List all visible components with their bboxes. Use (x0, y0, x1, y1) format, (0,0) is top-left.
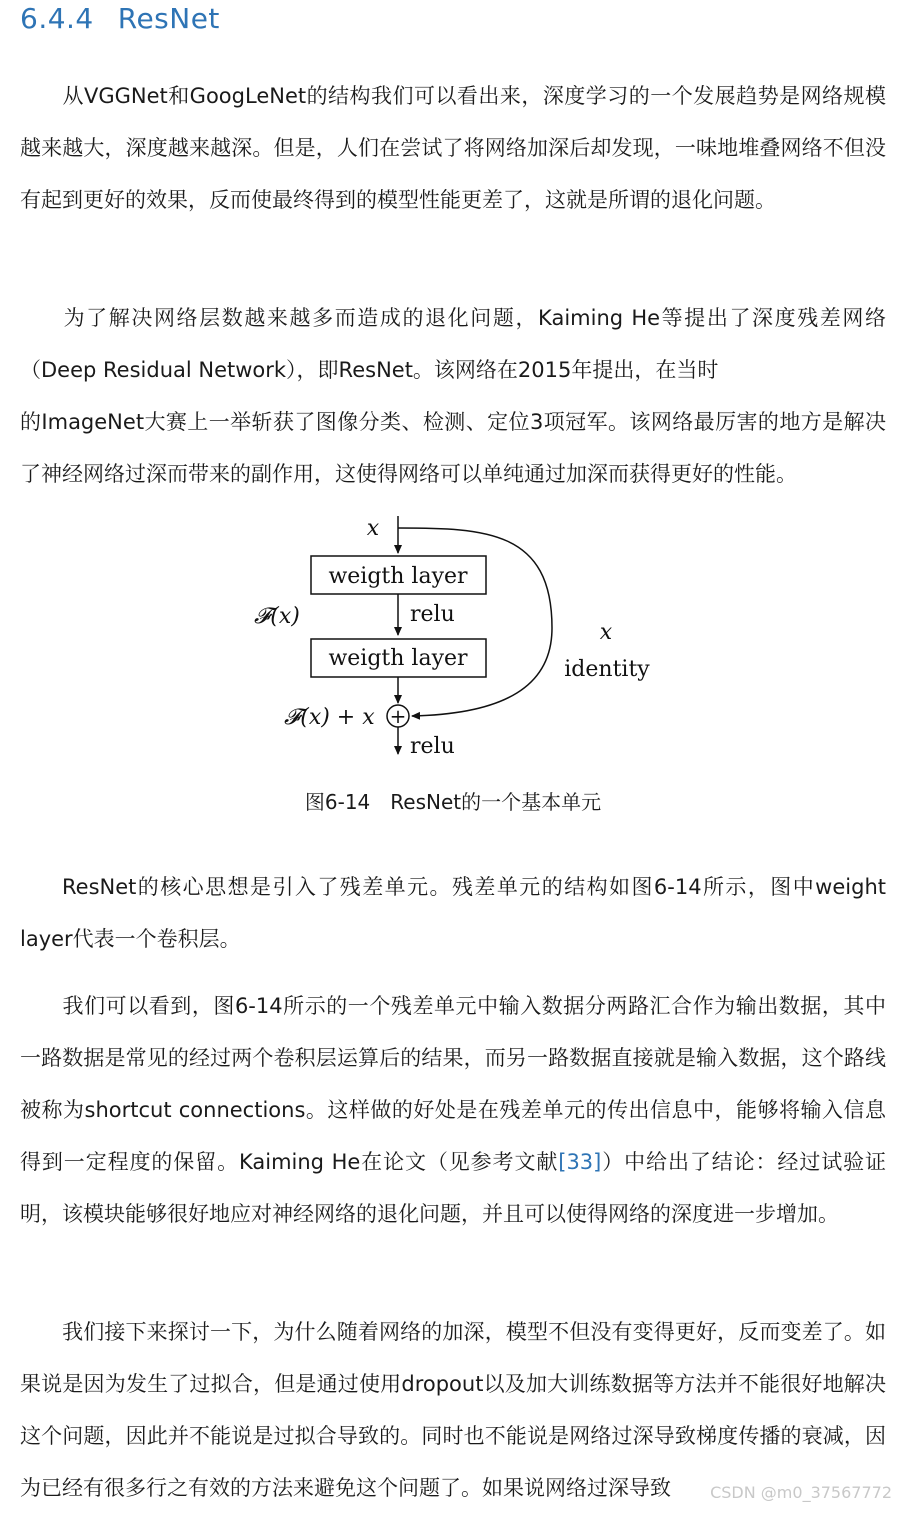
paragraph-4 (20, 980, 886, 1240)
paragraph-3 (20, 861, 886, 965)
figure-number: 图6-14 (304, 790, 371, 814)
paragraph-2b (20, 396, 886, 500)
relu-out-label: relu (410, 734, 455, 759)
paragraph-1 (20, 70, 886, 226)
paragraph-3-text: ResNet的核心思想是引入了残差单元。残差单元的结构如图6-14所示，图中weight layer代表一个卷积层。 (20, 875, 886, 951)
watermark: CSDN @m0_37567772 (710, 1483, 892, 1502)
relu-mid-label: relu (410, 602, 455, 627)
paragraph-2a-text: 为了解决网络层数越来越多而造成的退化问题，Kaiming He等提出了深度残差网络（Deep Residual Network），即ResNet。该网络在2015年提出，在当时 (20, 306, 886, 382)
fx-label: 𝓕(x) (254, 604, 300, 629)
paragraph-2b-text: 的ImageNet大赛上一举斩获了图像分类、检测、定位3项冠军。该网络最厉害的地方是解决了神经网络过深而带来的副作用，这使得网络可以单纯通过加深而获得更好的性能。 (20, 410, 886, 486)
input-x-label: x (366, 516, 380, 541)
resnet-residual-unit-diagram (240, 508, 670, 768)
skip-x-label: x (599, 620, 613, 645)
paragraph-1-text: 从VGGNet和GoogLeNet的结构我们可以看出来，深度学习的一个发展趋势是网络规模越来越大，深度越来越深。但是，人们在尝试了将网络加深后却发现，一味地堆叠网络不但没有起到更好的效果，反而使最终得到的模型性能更差了，这就是所谓的退化问题。 (20, 84, 886, 212)
weight-layer-2-label: weigth layer (328, 646, 468, 671)
paragraph-4-text-a: 我们可以看到，图6-14所示的一个残差单元中输入数据分两路汇合作为输出数据，其中一路数据是常见的经过两个卷积层运算后的结果，而另一路数据直接就是输入数据，这个路线被称为shortcut connections。这样做的好处是在残差单元的传出信息中，能够将输入信息得到一定程度的保留。Kaiming He在论文（见参考文献 (20, 994, 886, 1174)
paragraph-4-text-b: ）中给出了结论：经过试验证明，该模块能够很好地应对神经网络的退化问题，并且可以使得网络的深度进一步增加。 (20, 1150, 887, 1226)
section-number: 6.4.4 (20, 2, 94, 35)
identity-label: identity (564, 657, 650, 682)
weight-layer-1-label: weigth layer (328, 564, 468, 589)
figure-caption (0, 786, 906, 815)
section-heading (20, 2, 220, 35)
figure-caption-text: ResNet的一个基本单元 (390, 790, 602, 814)
fx-plus-x-label: 𝓕(x) + x (284, 705, 375, 730)
section-title-text: ResNet (117, 2, 220, 35)
reference-link-33[interactable]: [33] (558, 1150, 602, 1174)
paragraph-2a (20, 292, 886, 396)
paragraph-5-text: 我们接下来探讨一下，为什么随着网络的加深，模型不但没有变得更好，反而变差了。如果说是因为发生了过拟合，但是通过使用dropout以及加大训练数据等方法并不能很好地解决这个问题，因此并不能说是过拟合导致的。同时也不能说是网络过深导致梯度传播的衰减，因为已经有很多行之有效的方法来避免这个问题了。如果说网络过深导致 (20, 1320, 886, 1500)
plus-icon: + (389, 704, 407, 728)
